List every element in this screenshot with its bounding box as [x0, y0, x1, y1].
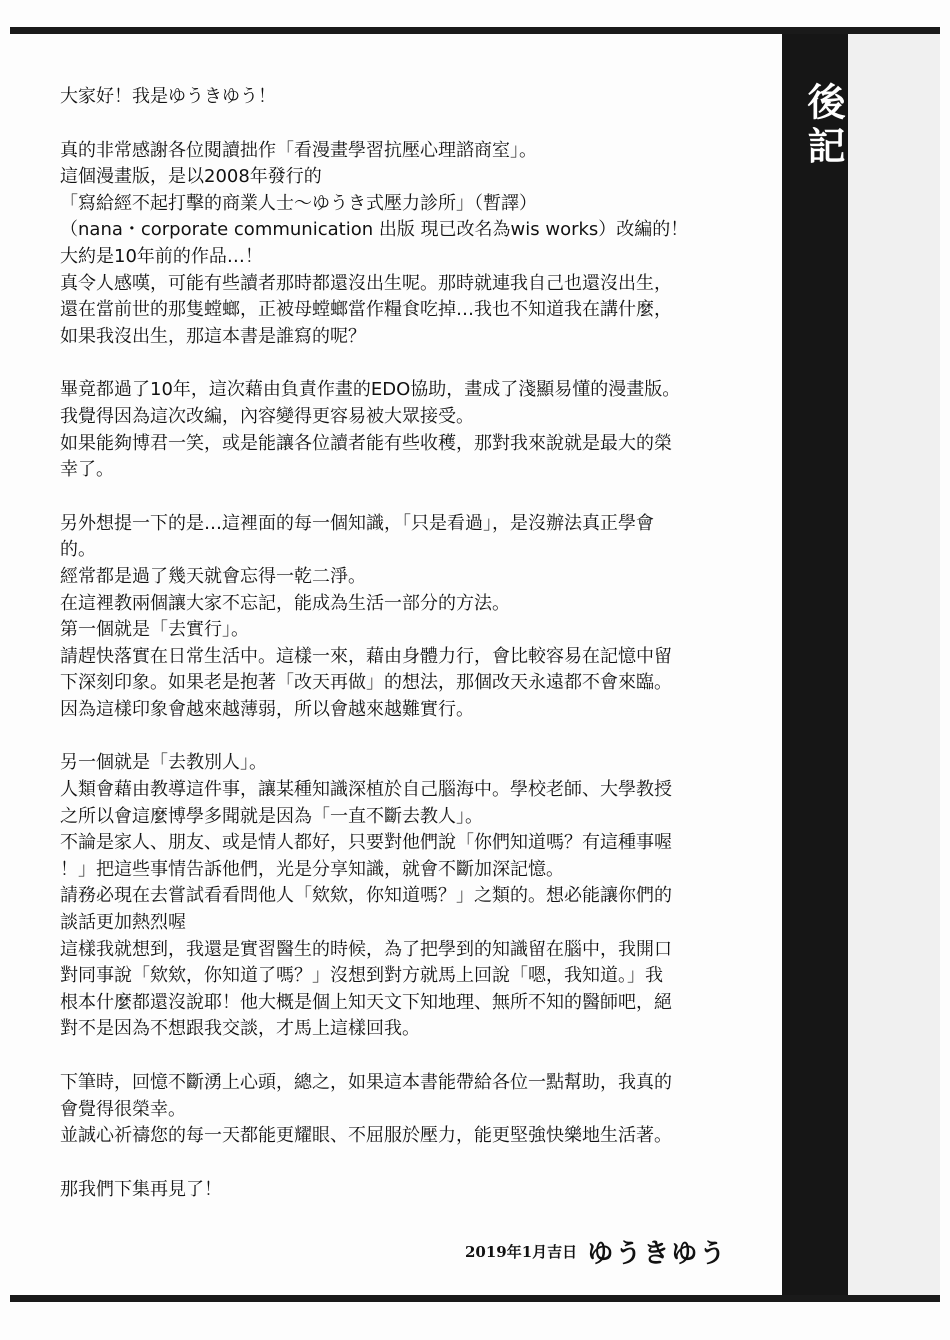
signature-date: 2019年1月吉日 [465, 1242, 578, 1261]
text-line: 請趕快落實在日常生活中。這樣一來，藉由身體力行，會比較容易在記憶中留 [60, 645, 672, 667]
text-line: 根本什麼都還沒說耶！他大概是個上知天文下知地理、無所不知的醫師吧，絕 [60, 991, 672, 1013]
signature-name: ゆうきゆう [587, 1238, 728, 1269]
text-line: 還在當前世的那隻螳螂，正被母螳螂當作糧食吃掉…我也不知道我在講什麼， [60, 299, 672, 321]
text-line: 會覺得很榮幸。 [60, 1098, 186, 1120]
text-line: 這個漫畫版，是以2008年發行的 [60, 166, 322, 188]
text-line: 畢竟都過了10年，這次藉由負責作畫的EDO協助，畫成了淺顯易懂的漫畫版。 [60, 379, 681, 401]
text-line: 這樣我就想到，我還是實習醫生的時候，為了把學到的知識留在腦中，我開口 [60, 938, 672, 960]
paragraph-gap [60, 111, 772, 138]
text-line: 真的非常感謝各位閱讀拙作「看漫畫學習抗壓心理諮商室」。 [60, 139, 537, 161]
text-line: 另外想提一下的是…這裡面的每一個知識，「只是看過」，是沒辦法真正學會 [60, 512, 654, 534]
text-line: 並誠心祈禱您的每一天都能更耀眼、不屈服於壓力，能更堅強快樂地生活著。 [60, 1125, 672, 1147]
text-line: 我覺得因為這次改編，內容變得更容易被大眾接受。 [60, 405, 474, 427]
afterword-body [60, 84, 772, 1203]
bottom-rule [10, 1295, 940, 1302]
text-line: 談話更加熱烈喔 [60, 912, 186, 934]
paragraph-gap [60, 723, 772, 750]
text-line: 對同事說「欸欸，你知道了嗎？」沒想到對方就馬上回說「嗯，我知道。」我 [60, 965, 663, 987]
text-line: 如果我沒出生，那這本書是誰寫的呢？ [60, 325, 366, 347]
text-line: 大家好！我是ゆうきゆう！ [60, 86, 276, 107]
text-line: 「寫給經不起打擊的商業人士～ゆうき式壓力診所」（暫譯） [60, 192, 537, 214]
text-line: （nana・corporate communication 出版 現已改名為wis works）改編的！ [60, 219, 689, 241]
page-edge [848, 34, 940, 1295]
signature [465, 1233, 765, 1269]
text-line: 如果能夠博君一笑，或是能讓各位讀者能有些收穫，那對我來說就是最大的榮 [60, 432, 672, 454]
text-line: 幸了。 [60, 459, 114, 481]
text-line: 下深刻印象。如果老是抱著「改天再做」的想法，那個改天永遠都不會來臨。 [60, 672, 672, 694]
text-line: 對不是因為不想跟我交談，才馬上這樣回我。 [60, 1018, 420, 1040]
text-line: 因為這樣印象會越來越薄弱，所以會越來越難實行。 [60, 698, 474, 720]
text-line: ！」把這些事情告訴他們，光是分享知識，就會不斷加深記憶。 [60, 858, 564, 880]
text-line: 不論是家人、朋友、或是情人都好，只要對他們說「你們知道嗎？有這種事喔 [60, 832, 672, 854]
text-line: 下筆時，回憶不斷湧上心頭，總之，如果這本書能帶給各位一點幫助，我真的 [60, 1072, 672, 1093]
paragraph-gap [60, 1043, 772, 1070]
text-line: 經常都是過了幾天就會忘得一乾二淨。 [60, 565, 366, 587]
text-line: 真令人感嘆，可能有些讀者那時都還沒出生呢。那時就連我自己也還沒出生， [60, 272, 672, 294]
text-line: 請務必現在去嘗試看看問他人「欸欸，你知道嗎？」之類的。想必能讓你們的 [60, 885, 672, 907]
text-line: 第一個就是「去實行」。 [60, 619, 249, 641]
text-line: 大約是10年前的作品…！ [60, 245, 263, 267]
paragraph-gap [60, 350, 772, 377]
side-title-bar [782, 34, 848, 1295]
text-line: 另一個就是「去教別人」。 [60, 752, 267, 774]
page-title: 後記 [801, 82, 846, 170]
paragraph-gap [60, 484, 772, 511]
top-rule [10, 27, 940, 34]
text-line: 那我們下集再見了！ [60, 1178, 222, 1200]
text-line: 之所以會這麼博學多聞就是因為「一直不斷去教人」。 [60, 805, 483, 827]
text-line: 的。 [60, 539, 96, 561]
text-line: 人類會藉由教導這件事，讓某種知識深植於自己腦海中。學校老師、大學教授 [60, 779, 672, 801]
text-line: 在這裡教兩個讓大家不忘記，能成為生活一部分的方法。 [60, 592, 510, 614]
paragraph-gap [60, 1150, 772, 1177]
